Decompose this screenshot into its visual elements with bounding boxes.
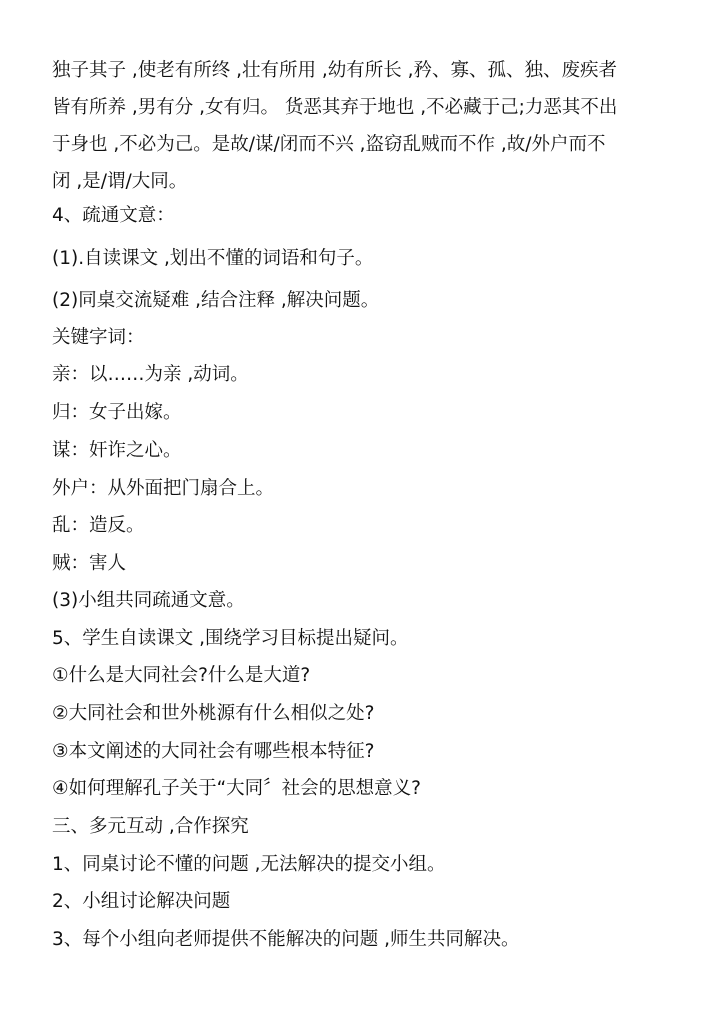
classical-text-paragraph bbox=[52, 52, 670, 200]
step4-heading: 4、疏通文意： bbox=[52, 205, 175, 226]
section3-item: 3、每个小组向老师提供不能解决的问题 ,师生共同解决。 bbox=[52, 929, 520, 950]
paragraph-line: 独子其子 ,使老有所终 ,壮有所用 ,幼有所长 ,矜、寡、孤、独、废疾者 bbox=[52, 60, 618, 81]
keyword-entry: 乱：造反。 bbox=[52, 515, 145, 536]
question-item: ①什么是大同社会?什么是大道? bbox=[52, 665, 311, 686]
section3-heading: 三、多元互动 ,合作探究 bbox=[52, 816, 249, 837]
keywords-title: 关键字词： bbox=[52, 327, 145, 348]
step4-item-2: (2)同桌交流疑难 ,结合注释 ,解决问题。 bbox=[52, 290, 380, 311]
question-item: ②大同社会和世外桃源有什么相似之处? bbox=[52, 703, 375, 724]
section3-item: 1、同桌讨论不懂的问题 ,无法解决的提交小组。 bbox=[52, 854, 446, 875]
step5-heading: 5、学生自读课文 ,围绕学习目标提出疑问。 bbox=[52, 628, 409, 649]
keyword-entry: 外户：从外面把门扇合上。 bbox=[52, 478, 275, 499]
step4-item-3: (3)小组共同疏通文意。 bbox=[52, 590, 245, 611]
keyword-entry: 亲：以……为亲 ,动词。 bbox=[52, 364, 249, 385]
keyword-entry: 谋：奸诈之心。 bbox=[52, 440, 182, 461]
question-item: ③本文阐述的大同社会有哪些根本特征? bbox=[52, 741, 375, 762]
section3-item: 2、小组讨论解决问题 bbox=[52, 891, 231, 912]
keyword-entry: 贼：害人 bbox=[52, 553, 127, 574]
paragraph-line: 皆有所养 ,男有分 ,女有归。 货恶其弃于地也 ,不必藏于己;力恶其不出 bbox=[52, 97, 618, 118]
question-item: ④如何理解孔子关于“大同〞社会的思想意义? bbox=[52, 778, 421, 799]
paragraph-line: 于身也 ,不必为己。是故/谋/闭而不兴 ,盗窃乱贼而不作 ,故/外户而不 bbox=[52, 134, 606, 155]
keyword-entry: 归：女子出嫁。 bbox=[52, 402, 182, 423]
step4-item-1: (1).自读课文 ,划出不懂的词语和句子。 bbox=[52, 248, 374, 269]
paragraph-line: 闭 ,是/谓/大同。 bbox=[52, 171, 188, 192]
